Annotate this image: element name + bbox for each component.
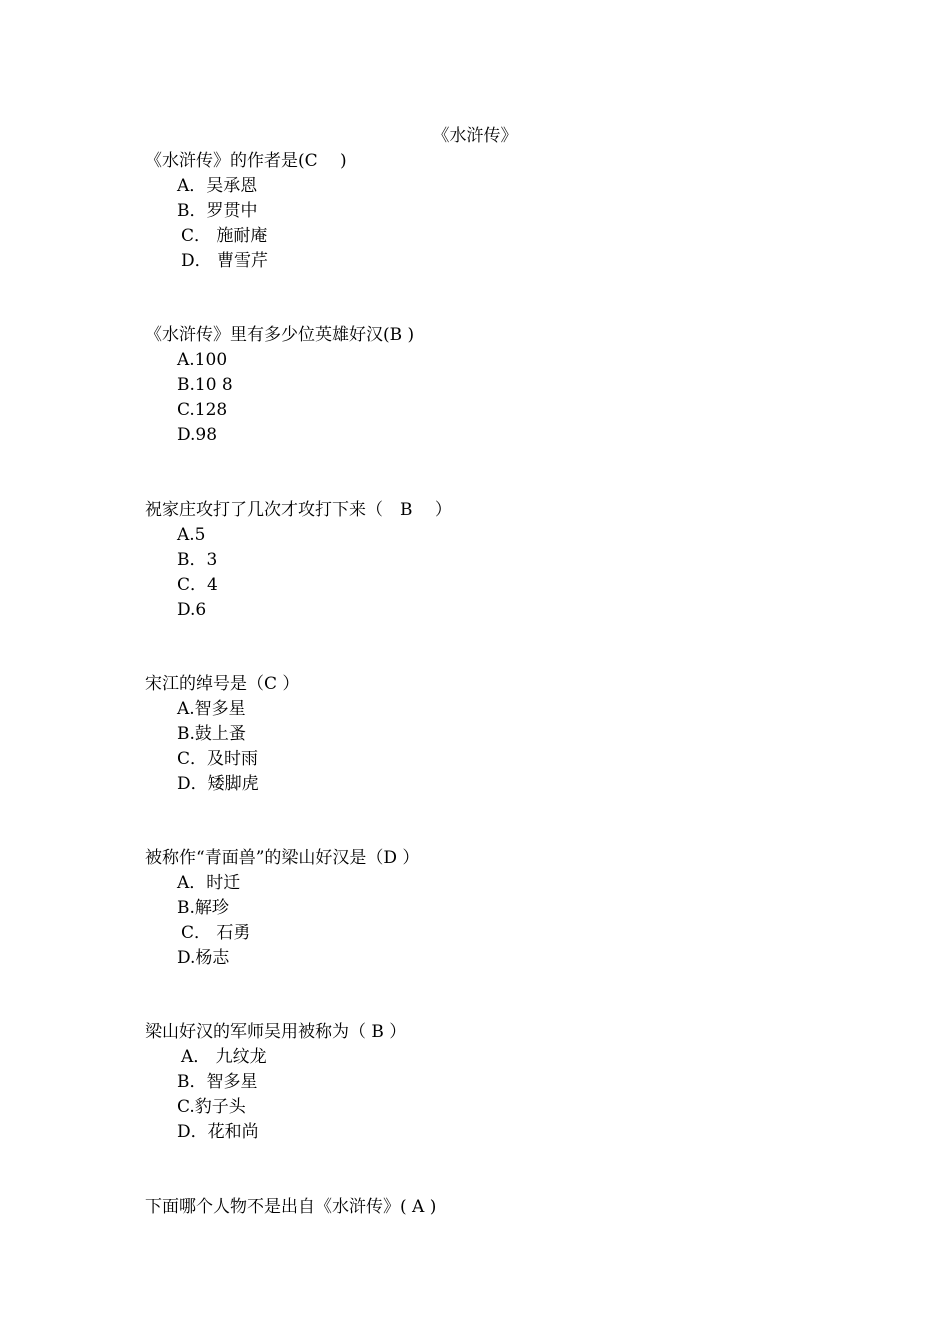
question-3-option-b: B．3 [177, 550, 218, 570]
question-3-option-a: A.5 [177, 525, 206, 545]
question-7 [145, 1195, 845, 1220]
question-1-text: 《水浒传》的作者是(C ) [145, 151, 347, 171]
question-4-option-a: A.智多星 [177, 699, 246, 719]
question-4-option-c: C．及时雨 [177, 749, 259, 769]
question-4-text: 宋江的绰号是（C ） [145, 674, 300, 694]
question-5-option-c: C． 石勇 [181, 923, 251, 943]
question-2-text: 《水浒传》里有多少位英雄好汉(B ) [145, 325, 415, 345]
question-5 [145, 846, 845, 971]
question-1 [145, 149, 845, 274]
question-1-option-a: A．吴承恩 [177, 176, 258, 196]
question-6-option-d: D．花和尚 [177, 1122, 259, 1142]
question-2-option-b: B.10 8 [177, 375, 233, 395]
question-4-option-b: B.鼓上蚤 [177, 724, 246, 744]
question-3-option-c: C．4 [177, 575, 218, 595]
question-1-option-b: B．罗贯中 [177, 201, 258, 221]
question-6-option-c: C.豹子头 [177, 1097, 246, 1117]
question-7-text: 下面哪个人物不是出自《水浒传》( A ) [145, 1197, 437, 1217]
question-1-option-c: C． 施耐庵 [181, 226, 268, 246]
question-2-option-c: C.128 [177, 400, 228, 420]
question-6-option-b: B．智多星 [177, 1072, 258, 1092]
question-4-option-d: D．矮脚虎 [177, 774, 259, 794]
question-5-option-d: D.杨志 [177, 948, 230, 968]
question-2-option-a: A.100 [177, 350, 228, 370]
question-6 [145, 1020, 845, 1145]
question-5-option-b: B.解珍 [177, 898, 229, 918]
document-title: 《水浒传》 [432, 126, 518, 146]
question-3-text: 祝家庄攻打了几次才攻打下来（ B ） [145, 500, 452, 520]
question-1-option-d: D． 曹雪芹 [181, 251, 269, 271]
question-5-text: 被称作“青面兽”的梁山好汉是（D ） [145, 848, 420, 868]
question-2 [145, 323, 845, 448]
question-6-text: 梁山好汉的军师吴用被称为（ B ） [145, 1022, 407, 1042]
question-4 [145, 672, 845, 797]
question-6-option-a: A． 九纹龙 [181, 1047, 267, 1067]
question-3 [145, 498, 845, 623]
question-5-option-a: A．时迁 [177, 873, 241, 893]
question-3-option-d: D.6 [177, 600, 207, 620]
question-2-option-d: D.98 [177, 425, 218, 445]
